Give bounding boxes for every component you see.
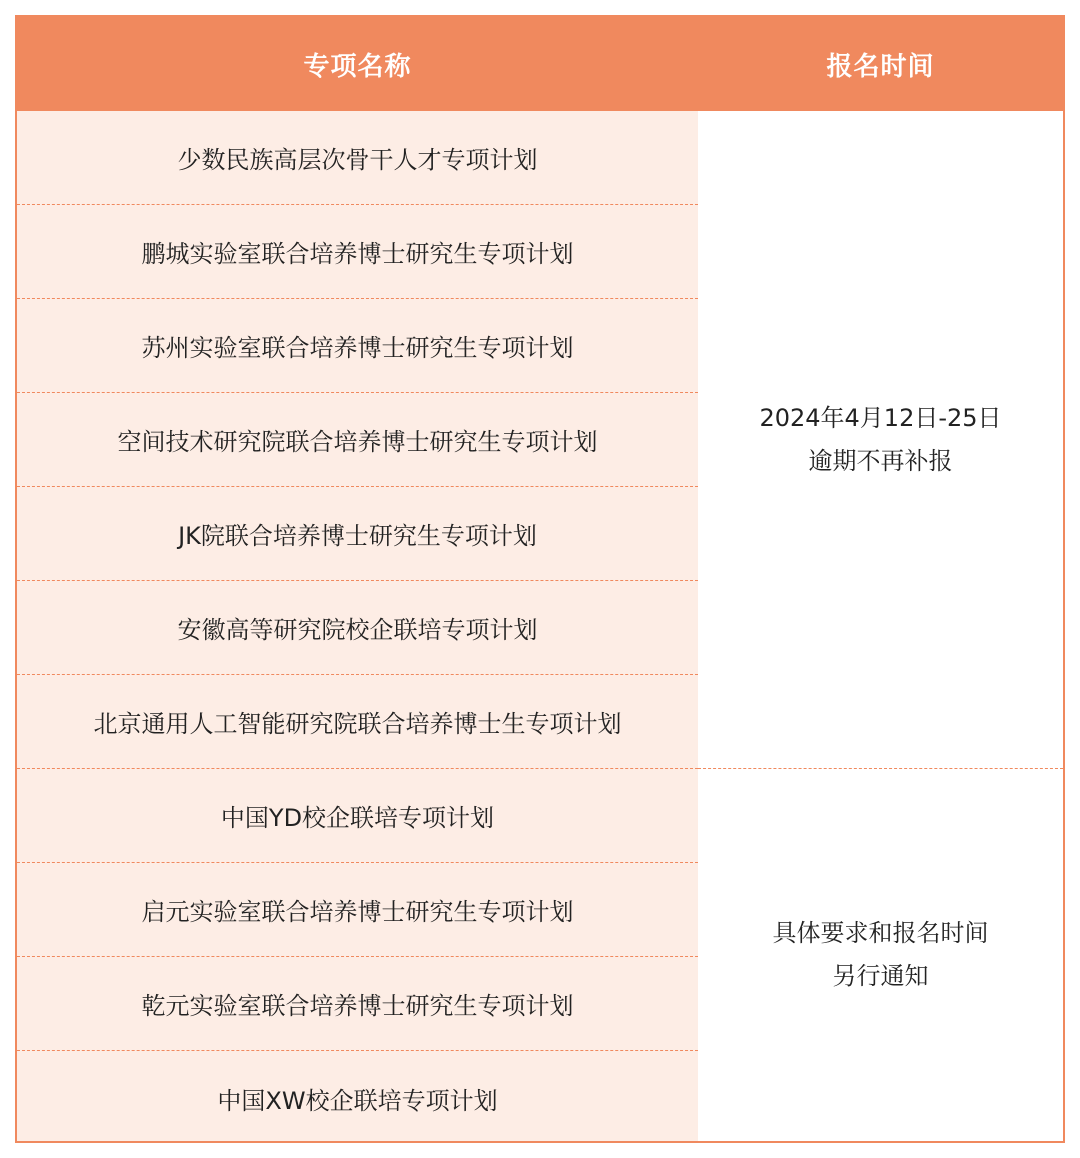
header-registration-time: 报名时间 (826, 51, 935, 82)
table-row: 空间技术研究院联合培养博士研究生专项计划 (17, 393, 698, 487)
table-row: 中国XW校企联培专项计划 (217, 1086, 498, 1115)
table-row: 苏州实验室联合培养博士研究生专项计划 (17, 299, 698, 393)
table-row: 乾元实验室联合培养博士研究生专项计划 (17, 957, 698, 1051)
time-group-second-note: 另行通知 (832, 962, 929, 990)
table-header (17, 17, 1063, 111)
header-program-name: 专项名称 (303, 51, 412, 82)
time-group-second (698, 769, 1063, 1141)
table-row: 北京通用人工智能研究院联合培养博士生专项计划 (17, 675, 698, 769)
program-name-column (17, 111, 698, 1141)
table-row: 鹏城实验室联合培养博士研究生专项计划 (17, 205, 698, 299)
table-row: 中国YD校企联培专项计划 (17, 769, 698, 863)
time-group-first-note: 逾期不再补报 (808, 446, 953, 475)
time-group-first (698, 111, 1063, 769)
table-row: 少数民族高层次骨干人才专项计划 (17, 111, 698, 205)
registration-time-column (698, 111, 1063, 1141)
table-row: JK院联合培养博士研究生专项计划 (17, 487, 698, 581)
program-table (15, 15, 1065, 1143)
table-row: 安徽高等研究院校企联培专项计划 (17, 581, 698, 675)
time-group-first-date: 2024年4月12日-25日 (759, 403, 1002, 432)
table-row: 启元实验室联合培养博士研究生专项计划 (17, 863, 698, 957)
time-group-second-text: 具体要求和报名时间 (772, 919, 989, 947)
